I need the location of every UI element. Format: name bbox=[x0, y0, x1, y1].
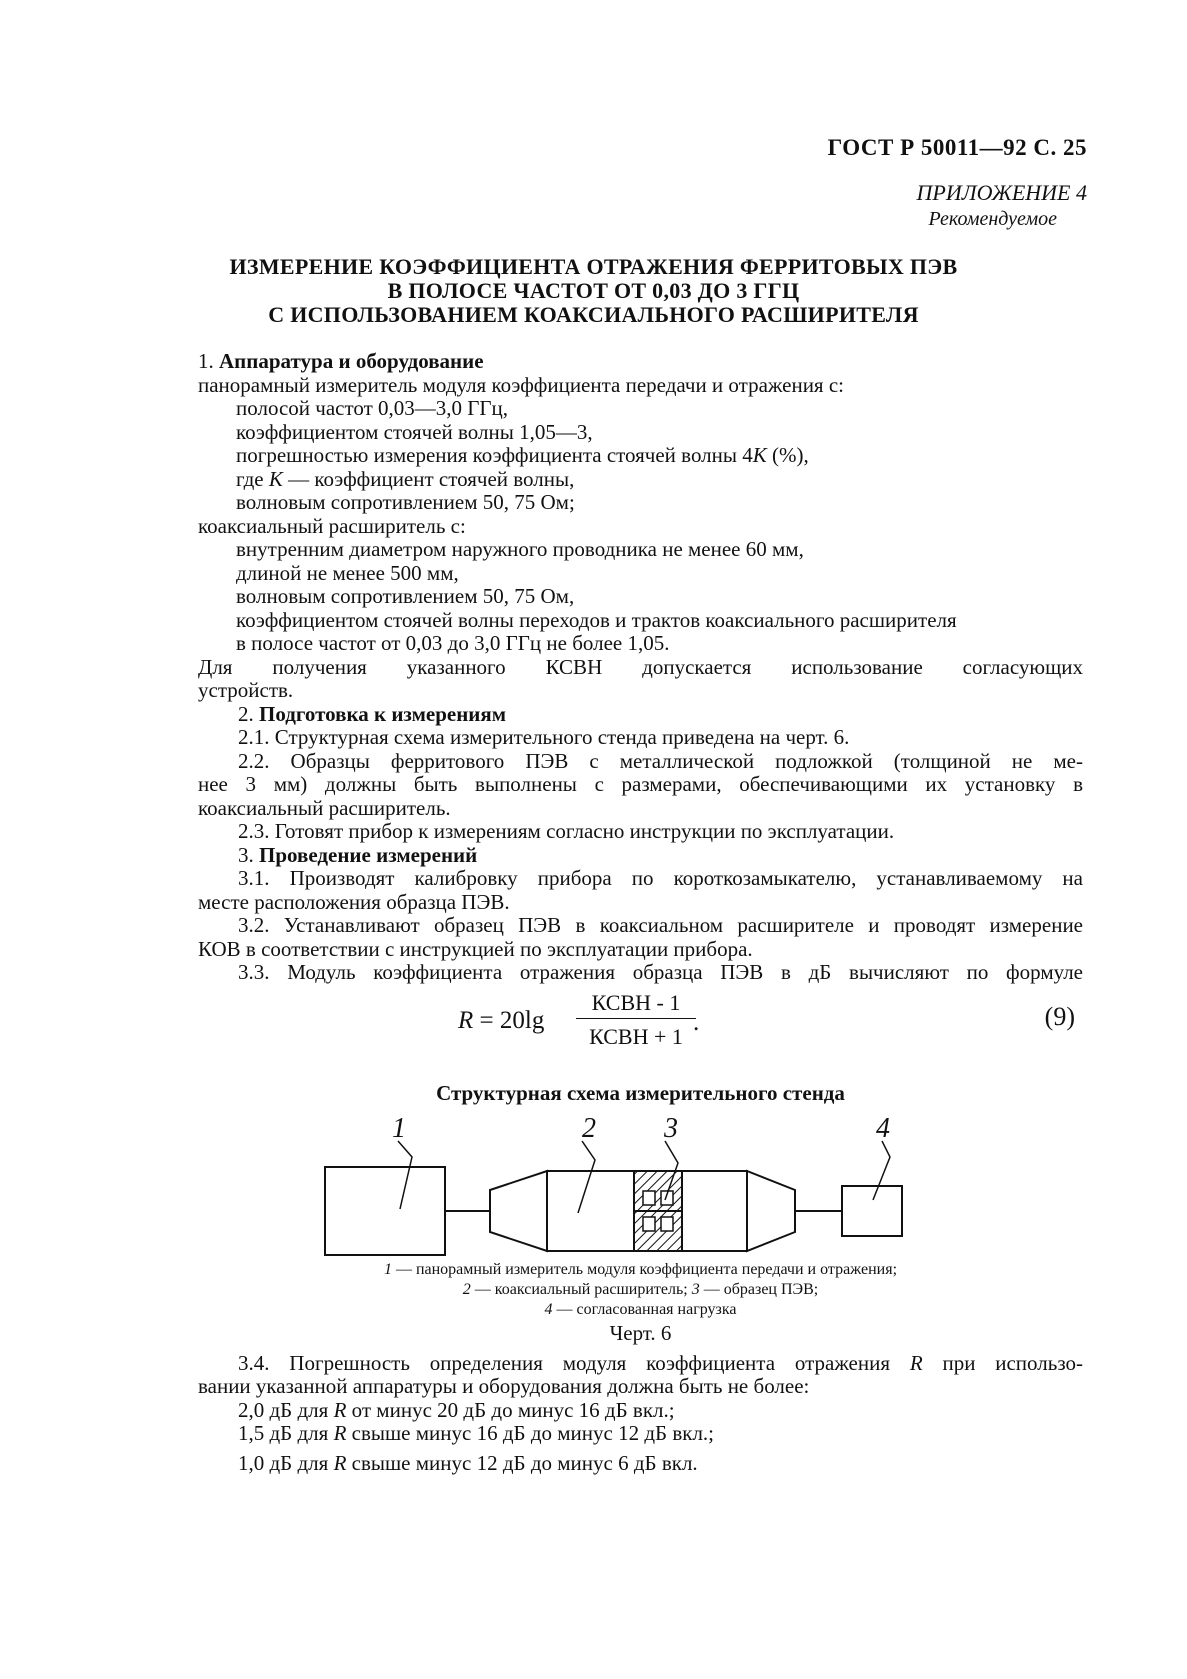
appendix-label bbox=[917, 180, 1087, 232]
meter-block bbox=[325, 1167, 445, 1255]
equipment-intro: коаксиальный расширитель с: bbox=[198, 513, 466, 538]
paragraph-line: 2.2. Образцы ферритового ПЭВ с металлической подложкой (толщиной не ме- bbox=[238, 748, 1083, 773]
section-heading-1: 1. Аппаратура и оборудование bbox=[198, 349, 484, 373]
document-body bbox=[198, 350, 1083, 1475]
diagram-label-1: 1 bbox=[392, 1113, 406, 1144]
expander-taper-right bbox=[747, 1171, 795, 1251]
paragraph-2-1: 2.1. Структурная схема измерительного стенда приведена на черт. 6. bbox=[238, 725, 850, 749]
paragraph-3-3: 3.3. Модуль коэффициента отражения образца ПЭВ в дБ вычисляют по формуле bbox=[238, 960, 1083, 984]
diagram-label-3: 3 bbox=[664, 1113, 678, 1144]
figure-number: Черт. 6 bbox=[609, 1321, 672, 1345]
formula-lhs: R = 20lg bbox=[458, 1006, 545, 1034]
list-item: коэффициентом стоячей волны 1,05—3, bbox=[236, 419, 593, 444]
paragraph-line: месте расположения образца ПЭВ. bbox=[198, 889, 510, 914]
paragraph-line: нее 3 мм) должны быть выполнены с размерами, обеспечивающими их установку в bbox=[198, 772, 1083, 796]
paragraph-line: 3.2. Устанавливают образец ПЭВ в коаксиальном расширителе и проводят измерение bbox=[238, 913, 1083, 937]
list-item: волновым сопротивлением 50, 75 Ом; bbox=[236, 490, 575, 514]
paragraph-line: вании указанной аппаратуры и оборудования должна быть не более: bbox=[198, 1374, 810, 1398]
list-item: волновым сопротивлением 50, 75 Ом, bbox=[236, 584, 575, 608]
list-item: полосой частот 0,03—3,0 ГГц, bbox=[236, 396, 509, 420]
caption-line: 2 — коаксиальный расширитель; 3 — образец ПЭВ; bbox=[462, 1281, 819, 1298]
formula-end: . bbox=[693, 1008, 700, 1036]
test-bench-diagram bbox=[198, 1105, 1083, 1260]
tolerance-item: 1,5 дБ для R свыше минус 16 дБ до минус 12 дБ вкл.; bbox=[238, 1421, 715, 1445]
section-heading-2: 2. Подготовка к измерениям bbox=[238, 701, 507, 726]
diagram-label-4: 4 bbox=[876, 1113, 890, 1144]
list-item: коэффициентом стоячей волны переходов и трактов коаксиального расширителя bbox=[236, 607, 957, 632]
load-block bbox=[842, 1186, 902, 1236]
formula-numerator: КСВН - 1 bbox=[576, 991, 696, 1020]
expander-taper-left bbox=[490, 1171, 547, 1251]
paragraph-line: коаксиальный расширитель. bbox=[198, 795, 451, 820]
formula-9 bbox=[198, 991, 1083, 1076]
pev-sample bbox=[634, 1171, 682, 1251]
formula-fraction bbox=[576, 991, 696, 1049]
diagram-label-2: 2 bbox=[582, 1113, 596, 1144]
tolerance-item: 2,0 дБ для R от минус 20 дБ до минус 16 дБ вкл.; bbox=[238, 1397, 675, 1422]
appendix-status: Рекомендуемое bbox=[928, 208, 1057, 230]
diagram-svg bbox=[0, 1105, 1187, 1260]
diagram-title: Структурная схема измерительного стенда bbox=[436, 1080, 845, 1105]
formula-denominator: КСВН + 1 bbox=[589, 1024, 683, 1049]
caption-line: 4 — согласованная нагрузка bbox=[544, 1301, 737, 1318]
paragraph-line: 3.4. Погрешность определения модуля коэффициента отражения R при использо- bbox=[238, 1350, 1083, 1375]
title-line: ИЗМЕРЕНИЕ КОЭФФИЦИЕНТА ОТРАЖЕНИЯ ФЕРРИТОВЫХ ПЭВ bbox=[229, 254, 958, 279]
list-item: где K — коэффициент стоячей волны, bbox=[236, 466, 575, 491]
title-line: С ИСПОЛЬЗОВАНИЕМ КОАКСИАЛЬНОГО РАСШИРИТЕЛЯ bbox=[268, 302, 919, 327]
diagram-caption bbox=[198, 1260, 1083, 1320]
list-item: погрешностью измерения коэффициента стоячей волны 4K (%), bbox=[236, 443, 809, 467]
page-header: ГОСТ Р 50011—92 С. 25 bbox=[827, 135, 1087, 160]
paragraph-line: Для получения указанного КСВН допускается использование согласующих bbox=[198, 654, 1083, 679]
equation-number: (9) bbox=[1044, 1001, 1075, 1031]
section-heading-3: 3. Проведение измерений bbox=[238, 842, 478, 867]
document-title bbox=[0, 255, 1187, 327]
paragraph-line: КОВ в соответствии с инструкцией по эксплуатации прибора. bbox=[198, 936, 753, 961]
paragraph-line: 3.1. Производят калибровку прибора по короткозамыкателю, устанавливаемому на bbox=[238, 866, 1083, 890]
caption-line: 1 — панорамный измеритель модуля коэффициента передачи и отражения; bbox=[383, 1261, 898, 1278]
appendix-number: ПРИЛОЖЕНИЕ 4 bbox=[916, 180, 1087, 205]
paragraph-line: устройств. bbox=[198, 678, 294, 702]
paragraph-2-3: 2.3. Готовят прибор к измерениям согласно инструкции по эксплуатации. bbox=[238, 819, 895, 843]
equipment-intro: панорамный измеритель модуля коэффициента передачи и отражения с: bbox=[198, 372, 844, 397]
list-item: в полосе частот от 0,03 до 3,0 ГГц не более 1,05. bbox=[236, 631, 670, 655]
list-item: внутренним диаметром наружного проводника не менее 60 мм, bbox=[236, 537, 804, 561]
tolerance-item: 1,0 дБ для R свыше минус 12 дБ до минус 6 дБ вкл. bbox=[238, 1450, 698, 1475]
title-line: В ПОЛОСЕ ЧАСТОТ ОТ 0,03 ДО 3 ГГЦ bbox=[387, 278, 800, 303]
list-item: длиной не менее 500 мм, bbox=[236, 560, 459, 585]
